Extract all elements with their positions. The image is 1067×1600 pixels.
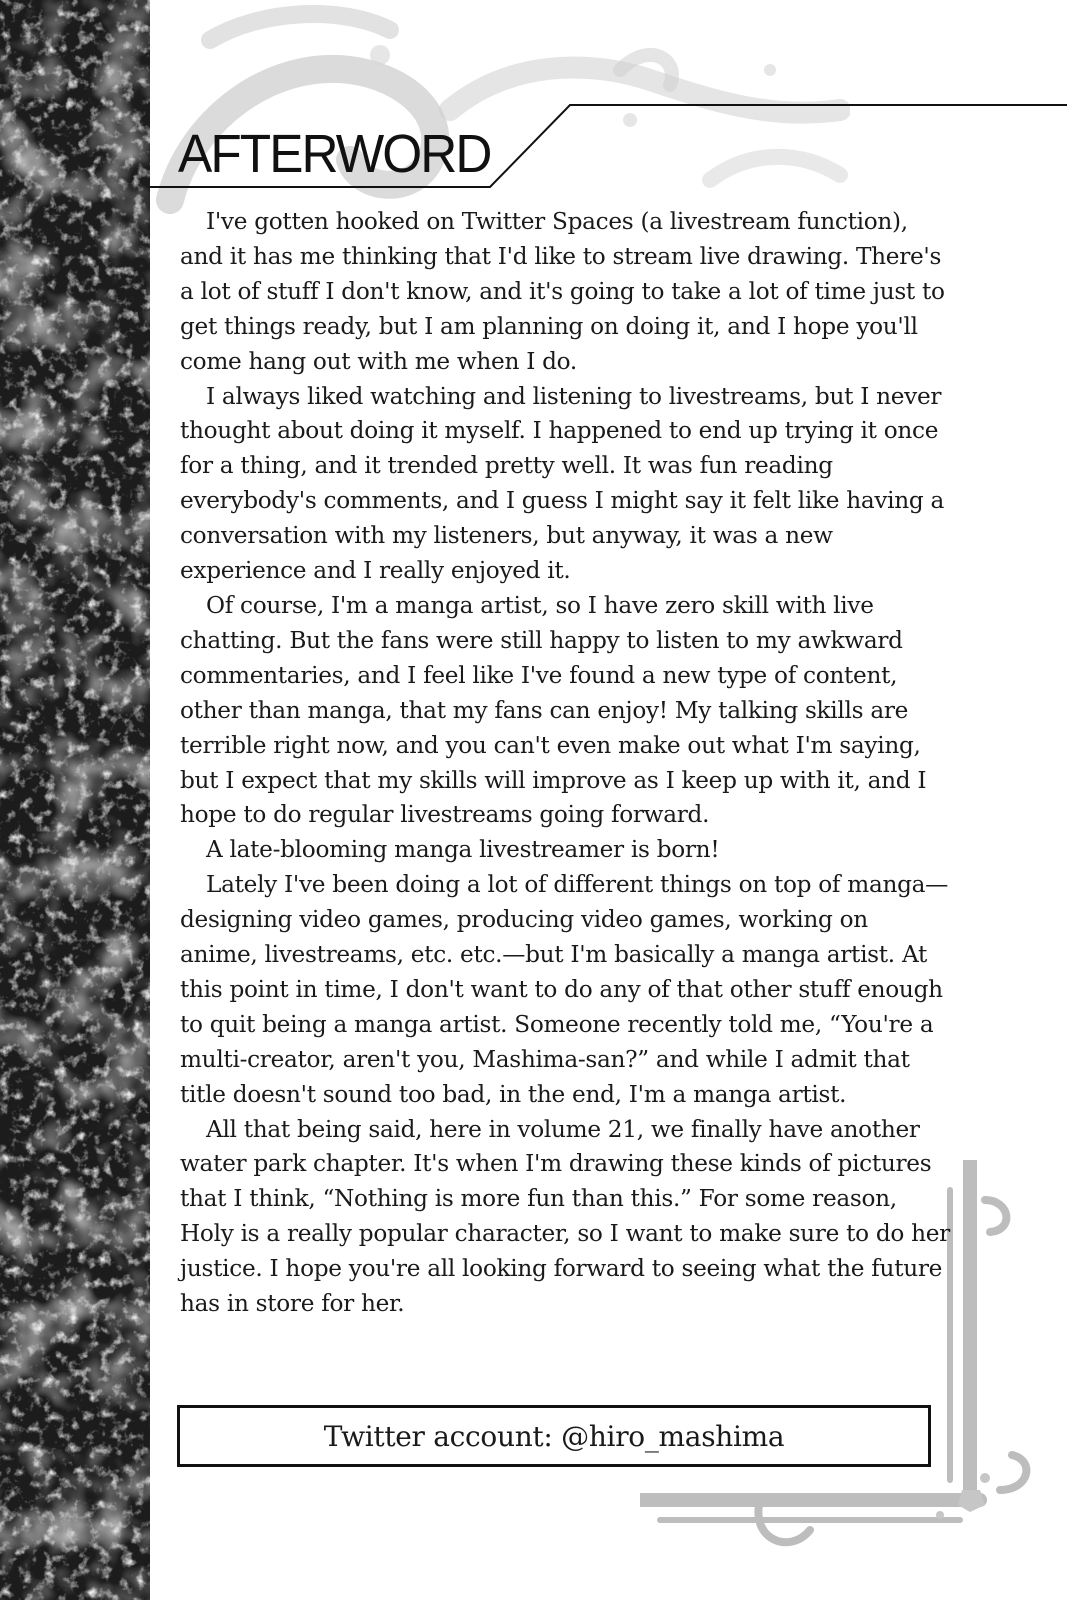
afterword-body bbox=[180, 205, 950, 1322]
paragraph: All that being said, here in volume 21, we finally have another water park chapter. It's when I'm drawing these kinds of pictures that I think, “Nothing is more fun than this.” For some reason, Holy is a really popular character, so I want to make sure to do her justice. I hope you're all looking forward to seeing what the future has in store for her. bbox=[180, 1115, 950, 1318]
twitter-account-box bbox=[177, 1405, 931, 1467]
side-texture-strip bbox=[0, 0, 150, 1600]
paragraph: I always liked watching and listening to livestreams, but I never thought about doing it myself. I happened to end up trying it once for a thing, and it trended pretty well. It was fun reading everybody's comments, and I guess I might say it felt like having a conversation with my listeners, but anyway, it was a new experience and I really enjoyed it. bbox=[180, 382, 945, 585]
paragraph: A late-blooming manga livestreamer is born! bbox=[206, 836, 720, 864]
texture-pattern bbox=[0, 0, 150, 1600]
paragraph: Of course, I'm a manga artist, so I have zero skill with live chatting. But the fans were still happy to listen to my awkward commentaries, and I feel like I've found a new type of content, other than manga, that my fans can enjoy! My talking skills are terrible right now, and you can't even make out what I'm saying, but I expect that my skills will improve as I keep up with it, and I hope to do regular livestreams going forward. bbox=[180, 591, 927, 829]
paragraph: I've gotten hooked on Twitter Spaces (a livestream function), and it has me thinking that I'd like to stream live drawing. There's a lot of stuff I don't know, and it's going to take a lot of time just to get things ready, but I am planning on doing it, and I hope you'll come hang out with me when I do. bbox=[180, 208, 945, 375]
paragraph: Lately I've been doing a lot of different things on top of manga—designing video games, producing video games, working on anime, livestreams, etc. etc.—but I'm basically a manga artist. At this point in time, I don't want to do any of that other stuff enough to quit being a manga artist. Someone recently told me, “You're a multi-creator, aren't you, Mashima-san?” and while I admit that title doesn't sound too bad, in the end, I'm a manga artist. bbox=[180, 871, 949, 1108]
page-title: AFTERWORD bbox=[178, 124, 491, 184]
twitter-account-text: Twitter account: @hiro_mashima bbox=[323, 1419, 785, 1453]
